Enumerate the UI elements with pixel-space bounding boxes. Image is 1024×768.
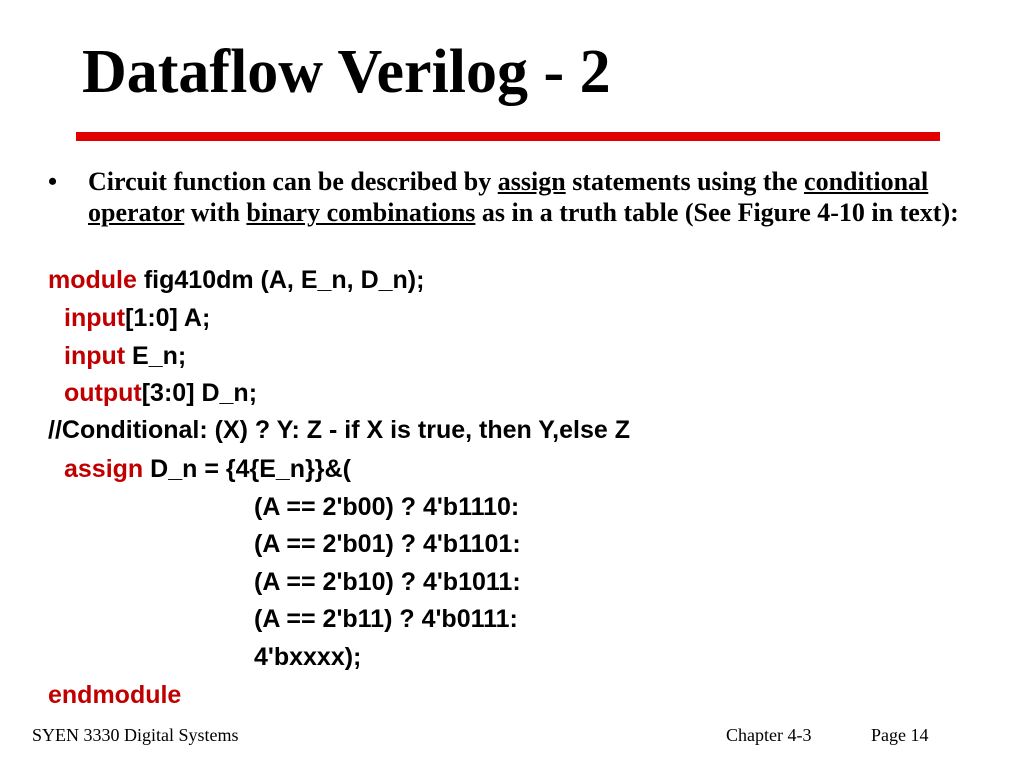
code-text: (A == 2'b01) ? 4'b1101:: [254, 530, 521, 558]
code-keyword: input: [64, 342, 126, 370]
code-text: //Conditional: (X) ? Y: Z - if X is true, then Y,else Z: [48, 416, 630, 444]
code-text: (A == 2'b00) ? 4'b1110:: [254, 493, 520, 521]
code-line: [254, 492, 519, 522]
footer-page-number: Page 14: [871, 725, 929, 745]
code-line: [64, 378, 257, 408]
bullet-text-part: as in a truth table (See Figure 4-10 in text):: [475, 198, 959, 227]
code-text: 4'bxxxx);: [254, 643, 362, 671]
code-line: [254, 642, 361, 672]
code-line: [48, 680, 181, 710]
bullet-text-underlined: conditional operator: [88, 167, 929, 227]
code-keyword: output: [64, 379, 142, 407]
bullet-text: [88, 166, 1013, 228]
code-keyword: assign: [64, 455, 144, 483]
code-line: [64, 454, 351, 484]
footer-course: SYEN 3330 Digital Systems: [32, 725, 239, 745]
code-keyword: module: [48, 266, 137, 294]
bullet-marker: •: [48, 167, 58, 196]
code-line: [254, 567, 521, 597]
code-text: (A == 2'b11) ? 4'b0111:: [254, 605, 518, 633]
bullet-text-underlined: binary combinations: [246, 198, 476, 227]
footer-chapter: Chapter 4-3: [726, 725, 812, 745]
slide-title: Dataflow Verilog - 2: [82, 38, 611, 106]
code-keyword: endmodule: [48, 681, 182, 709]
code-text: fig410dm (A, E_n, D_n);: [136, 266, 425, 294]
code-text: E_n;: [125, 342, 187, 370]
bullet-text-part: Circuit function can be described by: [88, 167, 498, 196]
bullet-text-part: statements using the: [565, 167, 805, 196]
title-underline-rule: [76, 132, 940, 141]
code-text: [1:0] A;: [125, 304, 211, 332]
bullet-text-underlined: assign: [497, 167, 566, 196]
code-text: [3:0] D_n;: [141, 379, 258, 407]
code-comment-line: [48, 415, 630, 445]
code-text: (A == 2'b10) ? 4'b1011:: [254, 568, 521, 596]
code-line: [64, 303, 210, 333]
bullet-text-part: with: [184, 198, 247, 227]
code-line: [254, 604, 518, 634]
code-line: [64, 341, 186, 371]
code-line: [48, 265, 424, 295]
code-text: D_n = {4{E_n}}&(: [143, 455, 351, 483]
code-keyword: input: [64, 304, 126, 332]
code-line: [254, 529, 521, 559]
